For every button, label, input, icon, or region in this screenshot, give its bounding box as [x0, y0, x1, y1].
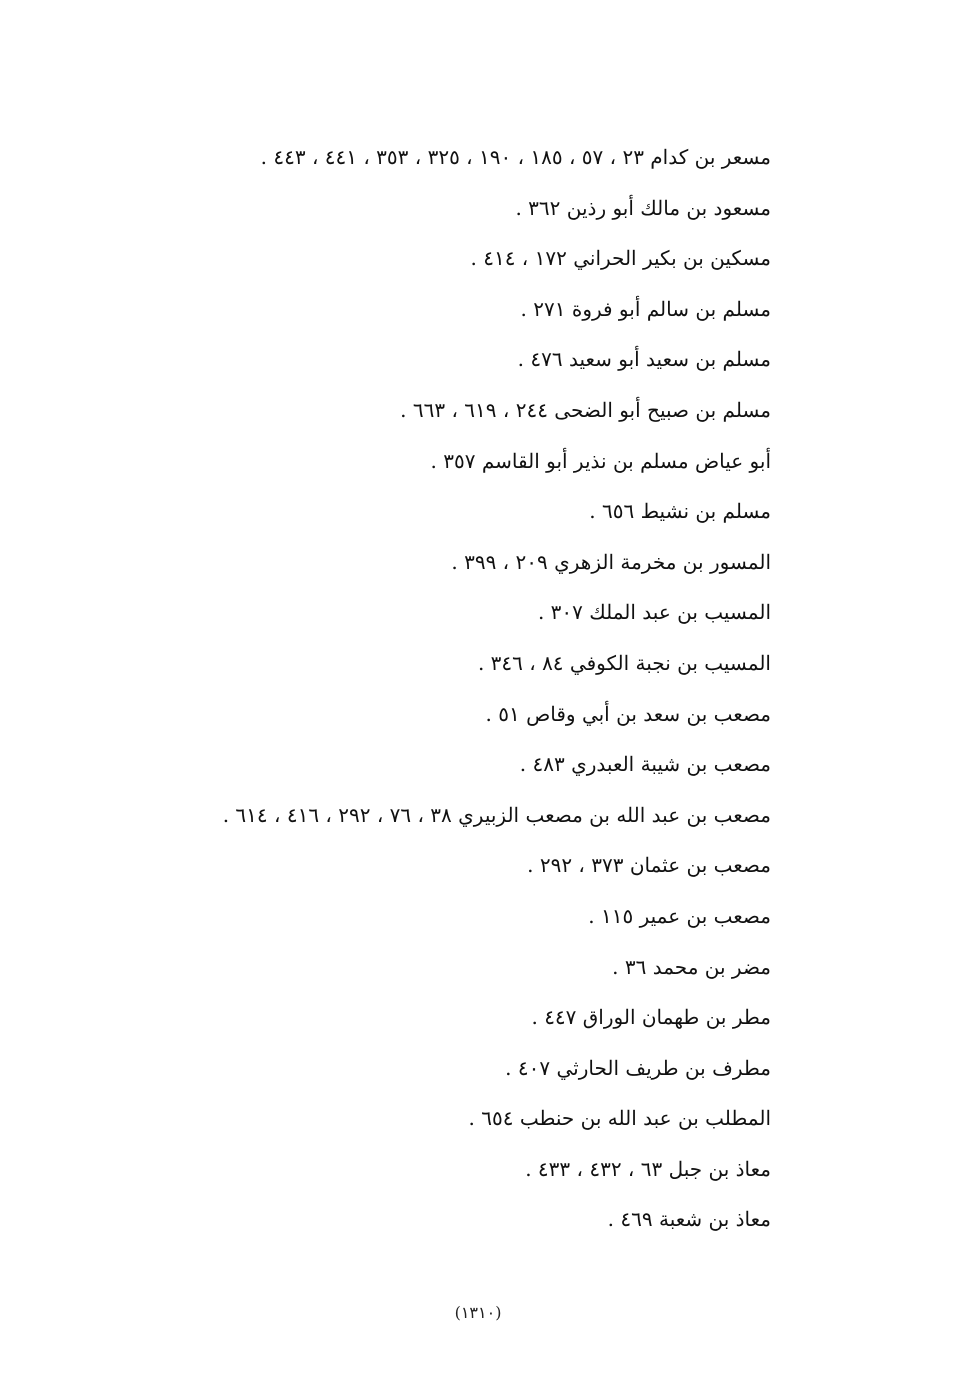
index-entry: مصعب بن شيبة العبدري ٤٨٣ .	[519, 752, 771, 777]
index-entry: مصعب بن عمير ١١٥ .	[588, 903, 771, 928]
index-entry: مسلم بن سعيد أبو سعيد ٤٧٦ .	[517, 347, 771, 372]
index-entry: معاذ بن شعبة ٤٦٩ .	[607, 1207, 771, 1232]
index-entry: مسعر بن كدام ٢٣ ، ٥٧ ، ١٨٥ ، ١٩٠ ، ٣٢٥ ، ٣٥٣ ، ٤٤١ ، ٤٤٣ .	[260, 145, 771, 169]
index-entry: أبو عياض مسلم بن نذير أبو القاسم ٣٥٧ .	[430, 448, 771, 473]
index-entry: مضر بن محمد ٣٦ .	[612, 954, 771, 979]
index-entry: مصعب بن سعد بن أبي وقاص ٥١ .	[485, 701, 771, 726]
page-number: (١٣١٠)	[454, 1303, 502, 1322]
index-entry: مطر بن طهمان الوراق ٤٤٧ .	[531, 1005, 771, 1030]
index-entry: المطلب بن عبد الله بن حنطب ٦٥٤ .	[468, 1106, 771, 1131]
index-entry: مصعب بن عبد الله بن مصعب الزبيري ٣٨ ، ٧٦ ، ٢٩٢ ، ٤١٦ ، ٦١٤ .	[222, 802, 771, 827]
index-entry: مطرف بن طريف الحارثي ٤٠٧ .	[505, 1055, 771, 1080]
index-entry: المسور بن مخرمة الزهري ٢٠٩ ، ٣٩٩ .	[451, 549, 771, 574]
index-entry: مصعب بن عثمان ٣٧٣ ، ٢٩٢ .	[527, 853, 771, 878]
index-entries-list	[151, 132, 771, 1245]
index-entry: المسيب بن نجبة الكوفي ٨٤ ، ٣٤٦ .	[477, 650, 771, 675]
index-entry: المسيب بن عبد الملك ٣٠٧ .	[537, 600, 771, 625]
index-entry: مسلم بن صبيح أبو الضحى ٢٤٤ ، ٦١٩ ، ٦٦٣ .	[400, 397, 771, 422]
index-entry: مسكين بن بكير الحراني ١٧٢ ، ٤١٤ .	[470, 246, 771, 271]
index-entry: معاذ بن جبل ٦٣ ، ٤٣٢ ، ٤٣٣ .	[525, 1156, 771, 1181]
index-entry: مسعود بن مالك أبو رذين ٣٦٢ .	[515, 195, 771, 220]
index-entry: مسلم بن نشيط ٦٥٦ .	[589, 499, 771, 524]
index-entry: مسلم بن سالم أبو فروة ٢٧١ .	[520, 296, 771, 321]
